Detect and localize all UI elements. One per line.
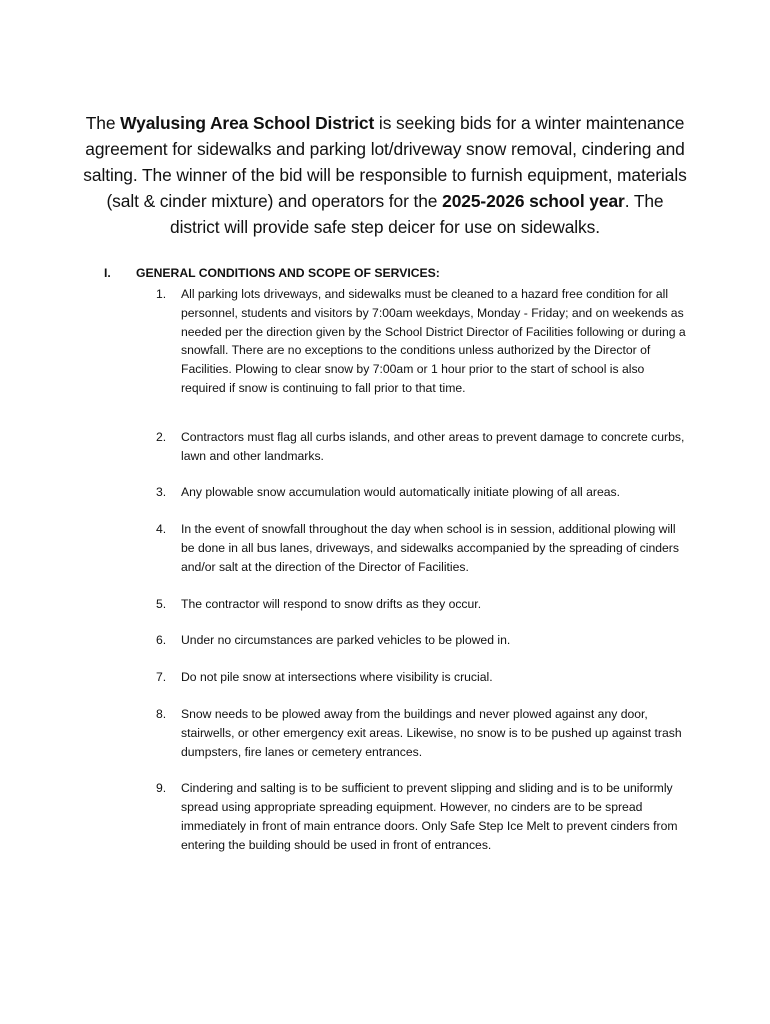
list-item — [150, 631, 690, 650]
list-item — [150, 668, 690, 687]
item-number: 1. — [156, 287, 167, 301]
item-number: 2. — [156, 429, 167, 444]
item-number: 8. — [156, 706, 167, 721]
intro-text-middle: is seeking bids for a winter maintenance agreement for sidewalks and parking lot/driveway snow removal, cindering and salting. The winner of the bid will be responsible to furnish equipment, materials (salt & cinder mixture) and operators for the — [83, 113, 687, 211]
intro-text-start: The — [85, 113, 121, 134]
item-number: 3. — [156, 485, 167, 500]
list-item — [150, 779, 690, 854]
district-name: Wyalusing Area School District — [120, 113, 375, 134]
item-number: 9. — [156, 781, 167, 796]
section-heading — [104, 265, 440, 281]
item-text: The contractor will respond to snow drifts as they occur. — [181, 596, 482, 611]
conditions-list — [150, 285, 690, 873]
list-item — [150, 705, 690, 761]
item-number: 6. — [156, 633, 167, 648]
list-item — [150, 520, 690, 576]
list-item — [150, 428, 690, 466]
section-numeral: I. — [104, 266, 111, 280]
item-text: Under no circumstances are parked vehicles to be plowed in. — [181, 633, 511, 648]
list-item — [150, 483, 690, 502]
item-text: Cindering and salting is to be sufficient to prevent slipping and sliding and is to be uniformly spread using appropriate spreading equipment. However, no cinders are to be spread immediately in front of main entrance doors. Only Safe Step Ice Melt to prevent cinders from entering the building should be used in front of entrances. — [181, 781, 678, 852]
item-text: Contractors must flag all curbs islands, and other areas to prevent damage to concrete curbs, lawn and other landmarks. — [181, 429, 685, 463]
item-text: Do not pile snow at intersections where visibility is crucial. — [181, 670, 493, 685]
list-item — [150, 595, 690, 614]
item-number: 4. — [156, 522, 167, 537]
item-text: All parking lots driveways, and sidewalks must be cleaned to a hazard free condition for all personnel, students and visitors by 7:00am weekdays, Monday - Friday; and on weekends as needed per the direction given by the School District Director of Facilities following or during a snowfall. There are no exceptions to the conditions unless authorized by the Director of Facilities. Plowing to clear snow by 7:00am or 1 hour prior to the start of school is also required if snow is continuing to fall prior to that time. — [181, 287, 686, 395]
school-year: 2025-2026 school year — [442, 190, 625, 211]
item-text: Snow needs to be plowed away from the buildings and never plowed against any door, stairwells, or other emergency exit areas. Likewise, no snow is to be pushed up against trash dumpsters, fire lanes or cemetery entrances. — [181, 706, 682, 759]
intro-paragraph — [80, 111, 690, 240]
item-number: 7. — [156, 670, 167, 685]
section-title: GENERAL CONDITIONS AND SCOPE OF SERVICES: — [136, 266, 440, 280]
list-item — [150, 285, 690, 398]
intro-text-end: . The district will provide safe step deicer for use on sidewalks. — [170, 190, 664, 237]
item-number: 5. — [156, 596, 167, 611]
item-text: In the event of snowfall throughout the day when school is in session, additional plowing will be done in all bus lanes, driveways, and sidewalks accompanied by the spreading of cinders and/or salt at the direction of the Director of Facilities. — [181, 522, 679, 574]
item-text: Any plowable snow accumulation would automatically initiate plowing of all areas. — [181, 485, 620, 500]
